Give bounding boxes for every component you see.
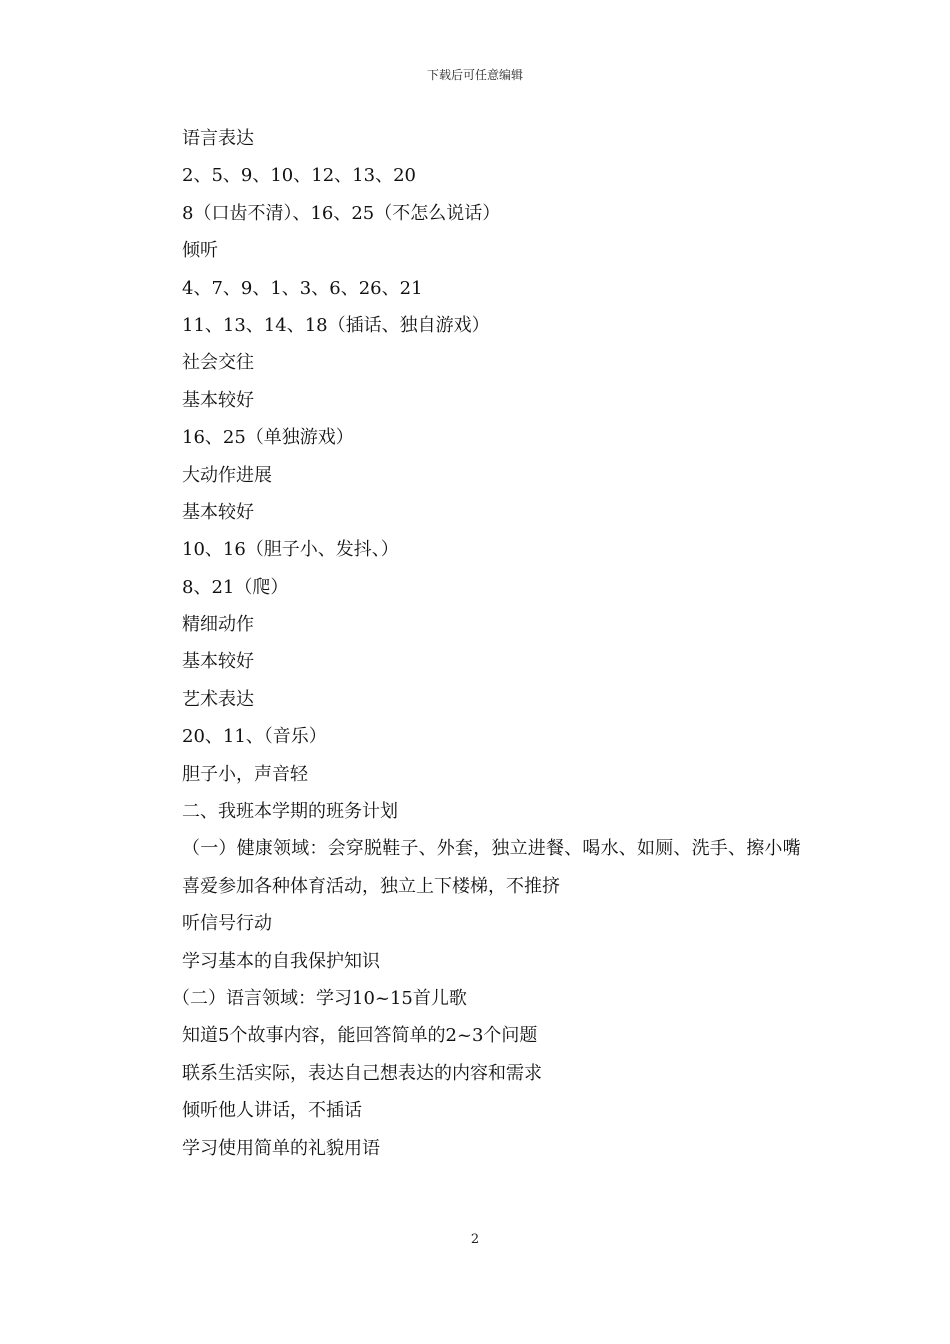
- paragraph: 知道5个故事内容，能回答简单的2~3个问题: [182, 1025, 538, 1047]
- paragraph: 基本较好: [182, 389, 254, 411]
- paragraph-listening: 倾听: [182, 240, 218, 262]
- section-heading: 二、我班本学期的班务计划: [182, 801, 398, 823]
- paragraph-health-domain: （一）健康领域：会穿脱鞋子、外套，独立进餐、喝水、如厕、洗手、擦小嘴: [182, 838, 801, 860]
- paragraph-gross-motor: 大动作进展: [182, 464, 272, 486]
- paragraph: 学习使用简单的礼貌用语: [182, 1137, 380, 1159]
- paragraph-language-domain: （二）语言领域：学习10~15首儿歌: [172, 988, 467, 1009]
- page-header: 下载后可任意编辑: [426, 68, 523, 82]
- paragraph: 胆子小，声音轻: [182, 763, 308, 785]
- paragraph: 10、16（胆子小、发抖、）: [182, 539, 399, 561]
- paragraph: 学习基本的自我保护知识: [182, 950, 380, 972]
- paragraph: 基本较好: [182, 501, 254, 523]
- paragraph: 2、5、9、10、12、13、20: [182, 165, 416, 187]
- paragraph: 20、11、（音乐）: [182, 726, 327, 748]
- paragraph: 8（口齿不清）、16、25（不怎么说话）: [182, 202, 501, 224]
- document-body: [142, 120, 822, 1167]
- paragraph: 倾听他人讲话，不插话: [182, 1100, 362, 1122]
- paragraph: 8、21（爬）: [182, 576, 289, 598]
- paragraph-fine-motor: 精细动作: [182, 614, 254, 636]
- paragraph-social: 社会交往: [182, 352, 254, 374]
- paragraph: 联系生活实际，表达自己想表达的内容和需求: [182, 1062, 542, 1084]
- page-number: 2: [470, 1232, 480, 1247]
- paragraph-language-expression: 语言表达: [182, 128, 254, 149]
- paragraph: 16、25（单独游戏）: [182, 427, 354, 449]
- paragraph: 4、7、9、1、3、6、26、21: [182, 277, 423, 299]
- paragraph: 听信号行动: [182, 913, 272, 935]
- paragraph: 喜爱参加各种体育活动，独立上下楼梯，不推挤: [182, 875, 560, 897]
- paragraph: 基本较好: [182, 651, 254, 673]
- paragraph-art-expression: 艺术表达: [182, 688, 254, 710]
- paragraph: 11、13、14、18（插话、独自游戏）: [182, 314, 490, 336]
